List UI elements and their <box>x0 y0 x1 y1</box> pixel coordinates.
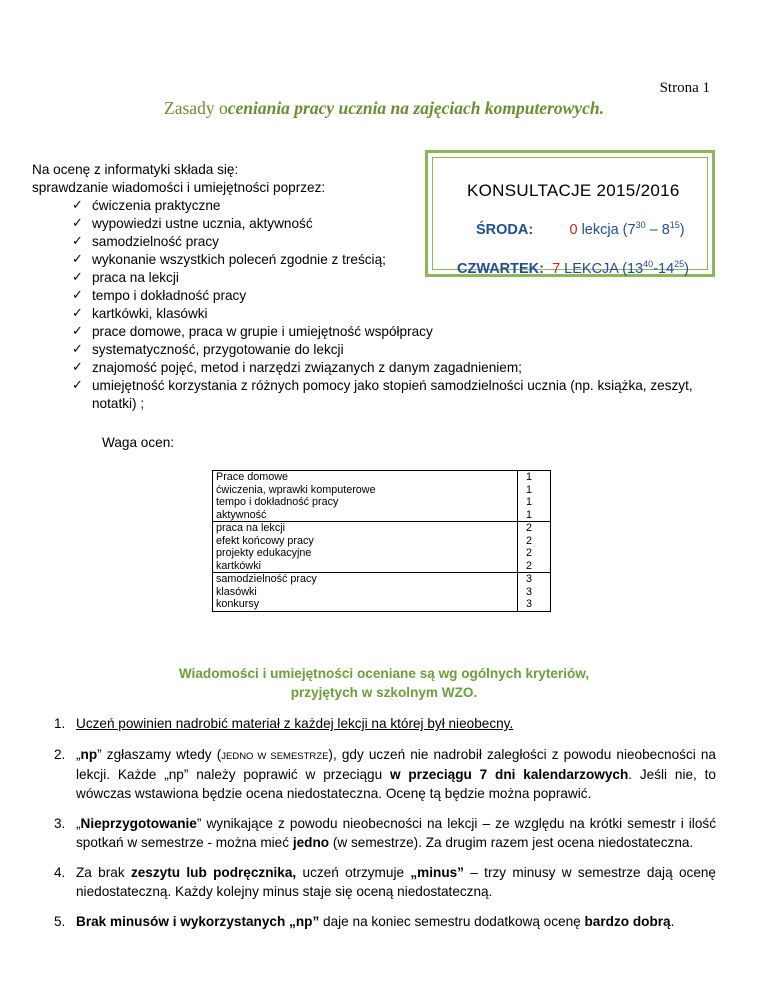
rule-2: 2. „np” zgłaszamy wtedy (JEDNO W SEMESTRZE), gdy uczeń nie nadrobił zaległości z powodu nieobecności na lekcji. Każde „np” należy poprawić w przeciągu w przeciągu 7 dni kalendarzowych. Jeśli nie, to wówczas wstawiona będzie ocena niedostateczna. Ocenę tą będzie można poprawić. <box>54 746 716 801</box>
table-row: klasówki 3 <box>213 586 551 599</box>
grade-weights-table <box>212 470 551 612</box>
rule-1: 1. Uczeń powinien nadrobić materiał z każdej lekcji na której był nieobecny. <box>54 716 514 731</box>
table-row: kartkówki 2 <box>213 560 551 573</box>
grade-weights-label: Waga ocen: <box>102 435 175 450</box>
consultation-thursday: CZWARTEK: 7 LEKCJA $(13^{40}-14^{25})$ <box>457 259 690 277</box>
list-item: ✓ samodzielność pracy <box>72 233 732 251</box>
list-item: ✓ wypowiedzi ustne ucznia, aktywność <box>72 215 732 233</box>
list-item: ✓ umiejętność korzystania z różnych pomocy jako stopień samodzielności ucznia (np. książka, zeszyt, notatki) ; <box>72 377 732 413</box>
table-row: Prace domowe 1 <box>213 471 551 484</box>
intro-line-1: Na ocenę z informatyki składa się: <box>32 162 239 177</box>
rule-3: 3. „Nieprzygotowanie” wynikające z powodu nieobecności na lekcji – ze względu na krótki semestr i ilość spotkań w semestrze - można mieć jedno (w semestrze). Za drugim razem jest ocena niedostateczna. <box>54 816 716 850</box>
intro-line-2: sprawdzanie wiadomości i umiejętności poprzez: <box>32 180 326 195</box>
list-item: ✓ praca na lekcji <box>72 269 732 287</box>
table-row: samodzielność pracy 3 <box>213 573 551 586</box>
list-item: ✓ tempo i dokładność pracy <box>72 287 732 305</box>
table-row: tempo i dokładność pracy 1 <box>213 496 551 509</box>
rule-4: 4. Za brak zeszytu lub podręcznika, uczeń otrzymuje „minus” – trzy minusy w semestrze dają ocenę niedostateczną. Każdy kolejny minus staje się oceną niedostateczną. <box>54 865 716 899</box>
table-row: ćwiczenia, wprawki komputerowe 1 <box>213 484 551 497</box>
intro <box>32 161 325 197</box>
list-item: ✓ ćwiczenia praktyczne <box>72 197 732 215</box>
list-item: ✓ prace domowe, praca w grupie i umiejętność współpracy <box>72 323 732 341</box>
rule-5: 5. Brak minusów i wykorzystanych „np” daje na koniec semestru dodatkową ocenę bardzo dobrą. <box>54 914 675 929</box>
consultation-title: KONSULTACJE 2015/2016 <box>467 181 680 200</box>
table-row: konkursy 3 <box>213 598 551 611</box>
table-row: aktywność 1 <box>213 509 551 522</box>
table-row: projekty edukacyjne 2 <box>213 547 551 560</box>
table-row: praca na lekcji 2 <box>213 522 551 535</box>
consultation-wednesday: ŚRODA: 0 lekcja $(7^{30} - 8^{15})$ <box>476 220 685 238</box>
page-number: Strona 1 <box>659 80 710 96</box>
list-item: ✓ systematyczność, przygotowanie do lekcji <box>72 341 732 359</box>
assessment-note: Wiadomości i umiejętności oceniane są wg ogólnych kryteriów, przyjętych w szkolnym WZO. <box>178 666 590 700</box>
rules-list <box>54 715 716 944</box>
table-row: efekt końcowy pracy 2 <box>213 535 551 548</box>
page-title: Zasady oceniania pracy ucznia na zajęciach komputerowych. <box>164 98 604 118</box>
consultation-box <box>425 150 715 277</box>
list-item: ✓ wykonanie wszystkich poleceń zgodnie z treścią; <box>72 251 732 269</box>
list-item: ✓ kartkówki, klasówki <box>72 305 732 323</box>
list-item: ✓ znajomość pojęć, metod i narzędzi związanych z danym zagadnieniem; <box>72 359 732 377</box>
